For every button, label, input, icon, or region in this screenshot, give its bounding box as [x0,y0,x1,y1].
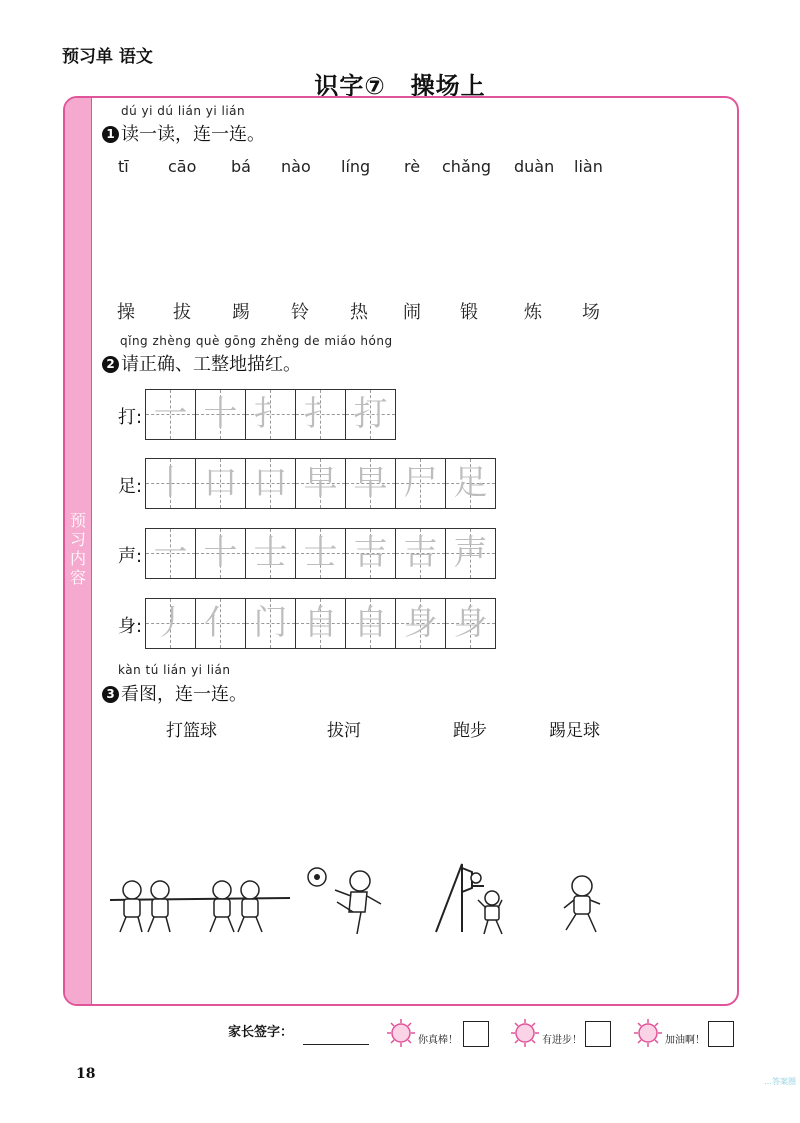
tracing-grid [145,389,396,440]
tug-of-war-illustration [110,870,290,940]
checkbox-great[interactable] [463,1021,489,1047]
badge-progress: 有进步！ [542,1035,582,1046]
section3-text: 看图，连一连。 [121,684,247,705]
pinyin-item[interactable]: tī [118,157,129,176]
badge-great: 你真棒！ [418,1035,458,1046]
stroke-guide: 士 [303,533,338,573]
tracing-cell[interactable] [246,390,296,439]
stroke-guide: 十 [203,533,238,573]
activity-label[interactable]: 打篮球 [166,721,217,741]
tracing-cell[interactable] [296,459,346,508]
stroke-guide: 士 [253,533,288,573]
stroke-guide: 吉 [403,533,438,573]
tracing-cell[interactable] [196,529,246,578]
stroke-guide: 丿 [153,603,188,643]
stroke-guide: 一 [153,394,188,434]
header-label: 预习单 语文 [62,47,153,67]
activity-label[interactable]: 跑步 [453,721,487,741]
tracing-cell[interactable] [346,599,396,648]
stroke-guide: 扌 [253,394,288,434]
stroke-guide: 亻 [203,603,238,643]
stroke-guide: 口 [203,463,238,503]
tracing-cell[interactable] [346,390,395,439]
tracing-cell[interactable] [296,599,346,648]
section1-pinyin: dú yi dú lián yi lián [121,104,246,118]
pinyin-item[interactable]: duàn [514,157,555,176]
hanzi-item[interactable]: 踢 [232,302,250,323]
tracing-cell[interactable] [196,390,246,439]
sidebar-label-text: 预 习 内 容 [69,511,86,587]
tracing-grid [145,528,496,579]
hanzi-item[interactable]: 闹 [403,302,421,323]
sidebar [65,98,92,1004]
pinyin-item[interactable]: cāo [168,157,197,176]
kicking-ball-illustration [305,864,385,939]
hanzi-item[interactable]: 锻 [460,302,478,323]
grid-label: 声: [118,546,143,567]
sun-icon-great [386,1018,416,1048]
section3-number: 3 [102,686,119,703]
stroke-guide: 早 [353,463,388,503]
activity-label[interactable]: 拔河 [327,721,361,741]
section2-number: 2 [102,356,119,373]
tracing-cell[interactable] [346,529,396,578]
pinyin-item[interactable]: liàn [574,157,603,176]
tracing-grid [145,598,496,649]
section3-heading [102,680,247,706]
sidebar-label [69,511,87,587]
section1-heading [102,120,265,146]
section2-heading [102,350,301,376]
pinyin-item[interactable]: chǎng [442,157,492,176]
hanzi-item[interactable]: 铃 [291,302,309,323]
section1-text: 读一读，连一连。 [121,124,265,145]
signature-line[interactable] [303,1044,369,1045]
section1-number: 1 [102,126,119,143]
hanzi-item[interactable]: 场 [582,302,600,323]
stroke-guide: 声 [453,533,488,573]
tracing-grid [145,458,496,509]
tracing-cell[interactable] [246,459,296,508]
tracing-cell[interactable] [296,529,346,578]
stroke-guide: 早 [303,463,338,503]
grid-label: 打: [118,407,143,428]
pinyin-item[interactable]: bá [231,157,251,176]
hanzi-item[interactable]: 炼 [524,302,542,323]
section3-pinyin: kàn tú lián yi lián [118,663,231,677]
tracing-cell[interactable] [346,459,396,508]
checkbox-progress[interactable] [585,1021,611,1047]
stroke-guide: 门 [253,603,288,643]
checkbox-keep-going[interactable] [708,1021,734,1047]
tracing-cell[interactable] [446,459,495,508]
stroke-guide: 丨 [153,463,188,503]
pinyin-item[interactable]: rè [404,157,421,176]
stroke-guide: 一 [153,533,188,573]
section2-text: 请正确、工整地描红。 [121,354,301,375]
tracing-cell[interactable] [146,529,196,578]
stroke-guide: 自 [353,603,388,643]
tracing-cell[interactable] [396,459,446,508]
tracing-cell[interactable] [196,459,246,508]
stroke-guide: 打 [353,394,388,434]
basketball-illustration [432,858,512,938]
tracing-cell[interactable] [146,390,196,439]
pinyin-item[interactable]: nào [281,157,311,176]
tracing-cell[interactable] [396,529,446,578]
stroke-guide: 身 [403,603,438,643]
page-title: 识字⑦ 操场上 [314,72,486,100]
stroke-guide: 口 [253,463,288,503]
tracing-cell[interactable] [446,599,495,648]
stroke-guide: 自 [303,603,338,643]
hanzi-item[interactable]: 操 [117,302,135,323]
tracing-cell[interactable] [446,529,495,578]
section2-pinyin: qǐng zhèng què gōng zhěng de miáo hóng [120,334,393,348]
stroke-guide: 十 [203,394,238,434]
tracing-cell[interactable] [146,599,196,648]
hanzi-item[interactable]: 热 [350,302,368,323]
tracing-cell[interactable] [396,599,446,648]
tracing-cell[interactable] [196,599,246,648]
sun-icon-progress [510,1018,540,1048]
watermark: …答案圈 [764,1077,796,1086]
parent-signature-label: 家长签字： [228,1025,294,1040]
sun-icon-keep-going [633,1018,663,1048]
grid-label: 身: [118,616,143,637]
badge-keep-going: 加油啊！ [665,1035,705,1046]
stroke-guide: 扌 [303,394,338,434]
pinyin-item[interactable]: líng [341,157,371,176]
stroke-guide: 足 [453,463,488,503]
tracing-cell[interactable] [296,390,346,439]
running-illustration [558,874,608,938]
activity-label[interactable]: 踢足球 [549,721,600,741]
tracing-cell[interactable] [246,599,296,648]
stroke-guide: 身 [453,603,488,643]
grid-label: 足: [118,476,143,497]
stroke-guide: 尸 [403,463,438,503]
hanzi-item[interactable]: 拔 [173,302,191,323]
page-number: 18 [76,1066,96,1082]
tracing-cell[interactable] [246,529,296,578]
tracing-cell[interactable] [146,459,196,508]
stroke-guide: 吉 [353,533,388,573]
